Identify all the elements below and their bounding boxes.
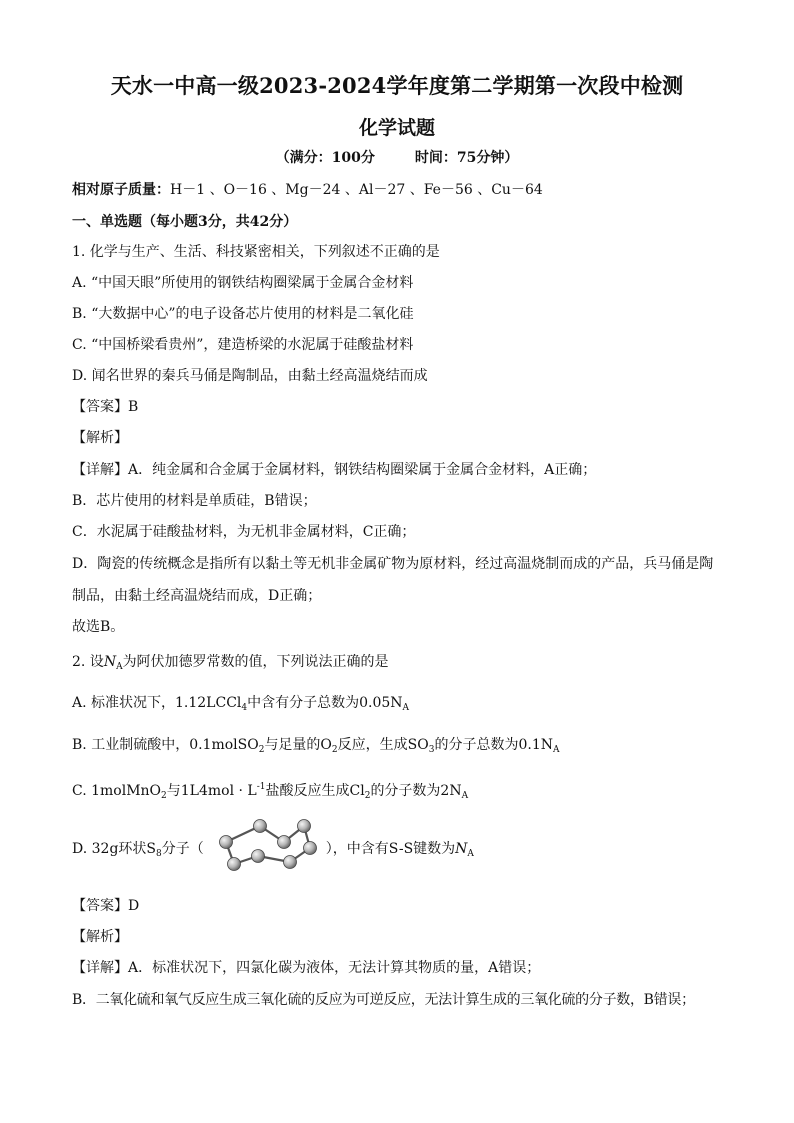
q1-option-d: D. 闻名世界的秦兵马俑是陶制品，由黏土经高温烧结而成 (72, 368, 428, 384)
text: 盐酸反应生成Cl (265, 783, 365, 799)
q2-option-b (72, 735, 722, 760)
detail-text: A．标准状况下，四氯化碳为液体，无法计算其物质的量，A错误； (128, 960, 541, 976)
text: A. 标准状况下，1.12LCCl (72, 695, 242, 711)
answer-value: B (128, 399, 139, 415)
q2-detail-2: B．二氧化硫和氧气反应生成三氧化硫的反应为可逆反应，无法计算生成的三氧化硫的分子数，B错误； (72, 992, 695, 1008)
q1-option-a: A. “中国天眼”所使用的钢铁结构圈梁属于金属合金材料 (72, 275, 414, 291)
q1-answer (72, 397, 722, 417)
subscript: 2 (161, 791, 167, 801)
q1-detail-5: 制品，由黏土经高温烧结而成，D正确； (72, 588, 322, 604)
detail-label: 【详解】 (72, 960, 128, 976)
subscript: 8 (156, 849, 162, 859)
subscript: 2 (331, 745, 338, 755)
q1-detail-4: D．陶瓷的传统概念是指所有以黏土等无机非金属矿物为原材料，经过高温烧制而成的产品，兵马俑是陶 (72, 556, 714, 572)
superscript: -1 (256, 782, 266, 792)
q1-stem: 1. 化学与生产、生活、科技紧密相关，下列叙述不正确的是 (72, 244, 440, 260)
q2-option-d (72, 839, 722, 864)
q2-stem-start: 2. 设 (72, 654, 104, 670)
text: 分子（ (161, 841, 204, 857)
answer-label: 【答案】 (72, 898, 128, 914)
avogadro-symbol: N (455, 841, 468, 857)
text: 的分子数为2N (370, 783, 462, 799)
q1-detail-1 (72, 460, 722, 480)
text: C. 1molMnO (72, 783, 162, 799)
text: D. 32g环状S (72, 841, 156, 857)
subscript: 2 (364, 791, 371, 801)
atomic-mass-line (72, 180, 722, 200)
score-info: （满分：100分 (275, 150, 375, 166)
detail-label: 【详解】 (72, 462, 128, 478)
subscript: 3 (428, 745, 435, 755)
q1-detail-2: B．芯片使用的材料是单质硅，B错误； (72, 493, 317, 509)
subscript: A (461, 791, 469, 801)
q1-option-b: B. “大数据中心”的电子设备芯片使用的材料是二氧化硅 (72, 306, 414, 322)
detail-text: A．纯金属和合金属于金属材料，钢铁结构圈梁属于金属合金材料，A正确； (128, 462, 597, 478)
atomic-mass-values: H－1 、O－16 、Mg－24 、Al－27 、Fe－56 、Cu－64 (170, 182, 543, 198)
time-info: 时间：75分钟） (414, 150, 519, 166)
text: B. 工业制硫酸中，0.1molSO (72, 737, 259, 753)
s8-ring-molecule-image (212, 818, 324, 878)
q1-analysis: 【解析】 (72, 430, 128, 446)
subscript: 4 (241, 703, 248, 713)
avogadro-symbol: N (103, 654, 117, 670)
text: 反应，生成SO (337, 737, 429, 753)
text: ），中含有S-S键数为 (325, 841, 456, 857)
text: 与足量的O (264, 737, 332, 753)
exam-title: 天水一中高一级2023-2024学年度第二学期第一次段中检测 (110, 73, 684, 98)
q1-detail-3: C．水泥属于硅酸盐材料，为无机非金属材料，C正确； (72, 524, 416, 540)
subscript: A (552, 745, 560, 755)
q2-option-a (72, 693, 722, 718)
text: 中含有分子总数为0.05N (247, 695, 403, 711)
text: 的分子总数为0.1N (434, 737, 553, 753)
avogadro-subscript: A (116, 662, 123, 672)
q2-answer (72, 896, 722, 916)
q2-option-c (72, 777, 722, 806)
q1-detail-6: 故选B。 (72, 619, 125, 635)
q2-stem-end: 为阿伏加德罗常数的值，下列说法正确的是 (122, 654, 389, 670)
q2-analysis: 【解析】 (72, 929, 128, 945)
q2-detail-1 (72, 958, 722, 978)
atomic-mass-label: 相对原子质量： (72, 182, 170, 198)
exam-subtitle: 化学试题 (358, 117, 435, 139)
subscript: 2 (258, 745, 265, 755)
exam-info (0, 147, 794, 167)
section-heading: 一、单选题（每小题3分，共42分） (72, 214, 298, 230)
subscript: A (467, 849, 474, 859)
answer-value: D (128, 898, 140, 914)
answer-label: 【答案】 (72, 399, 128, 415)
q1-option-c: C. “中国桥梁看贵州”，建造桥梁的水泥属于硅酸盐材料 (72, 337, 414, 353)
subscript: A (402, 703, 410, 713)
text: 与1L4mol · L (166, 783, 257, 799)
q2-stem (72, 652, 722, 677)
